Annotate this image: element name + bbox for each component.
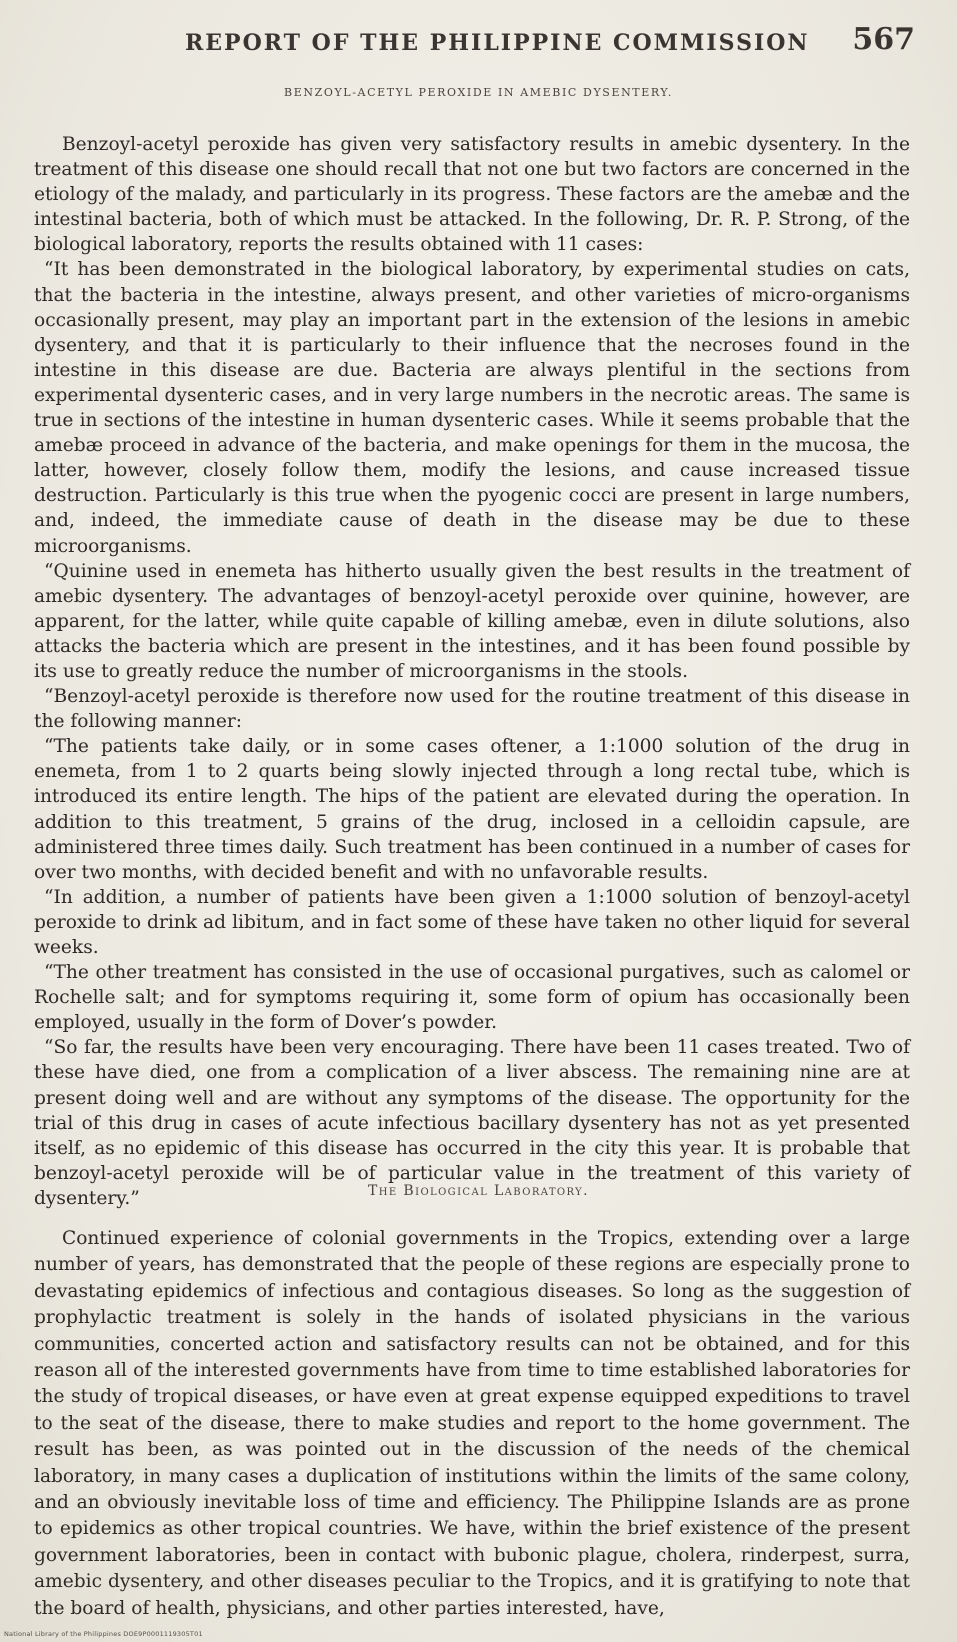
paragraph: Benzoyl-acetyl peroxide has given very satisfactory results in amebic dysentery. In the treatment of this disease one should recall that not one but two factors are concerned in the etiology of the malady, and particularly in its progress. These factors are the amebæ and the intestinal bacteria, both of which must be attacked. In the following, Dr. R. P. Strong, of the biological laboratory, reports the results obtained with 11 cases: — [34, 134, 910, 256]
paragraph: “In addition, a number of patients have been given a 1:1000 solution of benzoyl-acetyl peroxide to drink ad libitum, and in fact some of these have taken no other liquid for several weeks. — [34, 886, 910, 958]
section-body-biological-laboratory — [34, 1226, 910, 1622]
running-title: REPORT OF THE PHILIPPINE COMMISSION — [185, 30, 810, 56]
paragraph: “It has been demonstrated in the biological laboratory, by experimental studies on cats, that the bacteria in the intestine, always present, and other varieties of micro-organisms occasionally present, may play an important part in the extension of the lesions in amebic dysentery, and that it is particularly to their influence that the necroses found in the intestine in this disease are due. Bacteria are always plentiful in the sections from experimental dysenteric cases, and in very large numbers in the necrotic areas. The same is true in sections of the intestine in human dysenteric cases. While it seems probable that the amebæ proceed in advance of the bacteria, and make openings for them in the mucosa, the latter, however, closely follow them, modify the lesions, and cause increased tissue destruction. Particularly is this true when the pyogenic cocci are present in large numbers, and, indeed, the immediate cause of death in the disease may be due to these microorganisms. — [34, 259, 910, 557]
paragraph: “The patients take daily, or in some cases oftener, a 1:1000 solution of the drug in enemeta, from 1 to 2 quarts being slowly injected through a long rectal tube, which is introduced its entire length. The hips of the patient are elevated during the operation. In addition to this treatment, 5 grains of the drug, inclosed in a celloidin capsule, are administered three times daily. Such treatment has been continued in a number of cases for over two months, with decided benefit and with no unfavorable results. — [34, 736, 910, 883]
paragraph: “So far, the results have been very encouraging. There have been 11 cases treated. Two of these have died, one from a complication of a liver abscess. The remaining nine are at present doing well and are without any symptoms of the disease. The opportunity for the trial of this drug in cases of acute infectious bacillary dysentery has not as yet presented itself, as no epidemic of this disease has occurred in the city this year. It is probable that benzoyl-acetyl peroxide will be of particular value in the treatment of this variety of dysentery.” — [34, 1037, 910, 1209]
paragraph: “Benzoyl-acetyl peroxide is therefore now used for the routine treatment of this disease in the following manner: — [34, 686, 910, 733]
paragraph: “The other treatment has consisted in the use of occasional purgatives, such as calomel or Rochelle salt; and for symptoms requiring it, some form of opium has occasionally been employed, usually in the form of Dover’s powder. — [34, 962, 910, 1034]
running-header — [60, 22, 917, 62]
section-heading-benzoyl: BENZOYL-ACETYL PEROXIDE IN AMEBIC DYSENTERY. — [284, 86, 673, 99]
section-heading-biological-laboratory: The Biological Laboratory. — [368, 1183, 589, 1199]
paragraph: Continued experience of colonial governments in the Tropics, extending over a large number of years, has demonstrated that the people of these regions are especially prone to devastating epidemics of infectious and contagious diseases. So long as the suggestion of prophylactic treatment is solely in the hands of isolated physicians in the various communities, concerted action and satisfactory results can not be obtained, and for this reason all of the interested governments have from time to time established laboratories for the study of tropical diseases, or have even at great expense equipped expeditions to travel to the seat of the disease, there to make studies and report to the home government. The result has been, as was pointed out in the discussion of the needs of the chemical laboratory, in many cases a duplication of institutions within the limits of the same colony, and an obviously inevitable loss of time and efficiency. The Philippine Islands are as prone to epidemics as other tropical countries. We have, within the brief existence of the present government laboratories, been in contact with bubonic plague, cholera, rinderpest, surra, amebic dysentery, and other diseases peculiar to the Tropics, and it is gratifying to note that the board of health, physicians, and other parties interested, have, — [34, 1228, 910, 1619]
paragraph: “Quinine used in enemeta has hitherto usually given the best results in the treatment of amebic dysentery. The advantages of benzoyl-acetyl peroxide over quinine, however, are apparent, for the latter, while quite capable of killing amebæ, even in dilute solutions, also attacks the bacteria which are present in the intestines, and it has been found possible by its use to greatly reduce the number of microorganisms in the stools. — [34, 560, 910, 682]
page-number: 567 — [852, 22, 915, 57]
scan-credit: National Library of the Philippines DOE9P0001119305T01 — [4, 1630, 203, 1638]
section-body-benzoyl — [34, 132, 910, 1211]
